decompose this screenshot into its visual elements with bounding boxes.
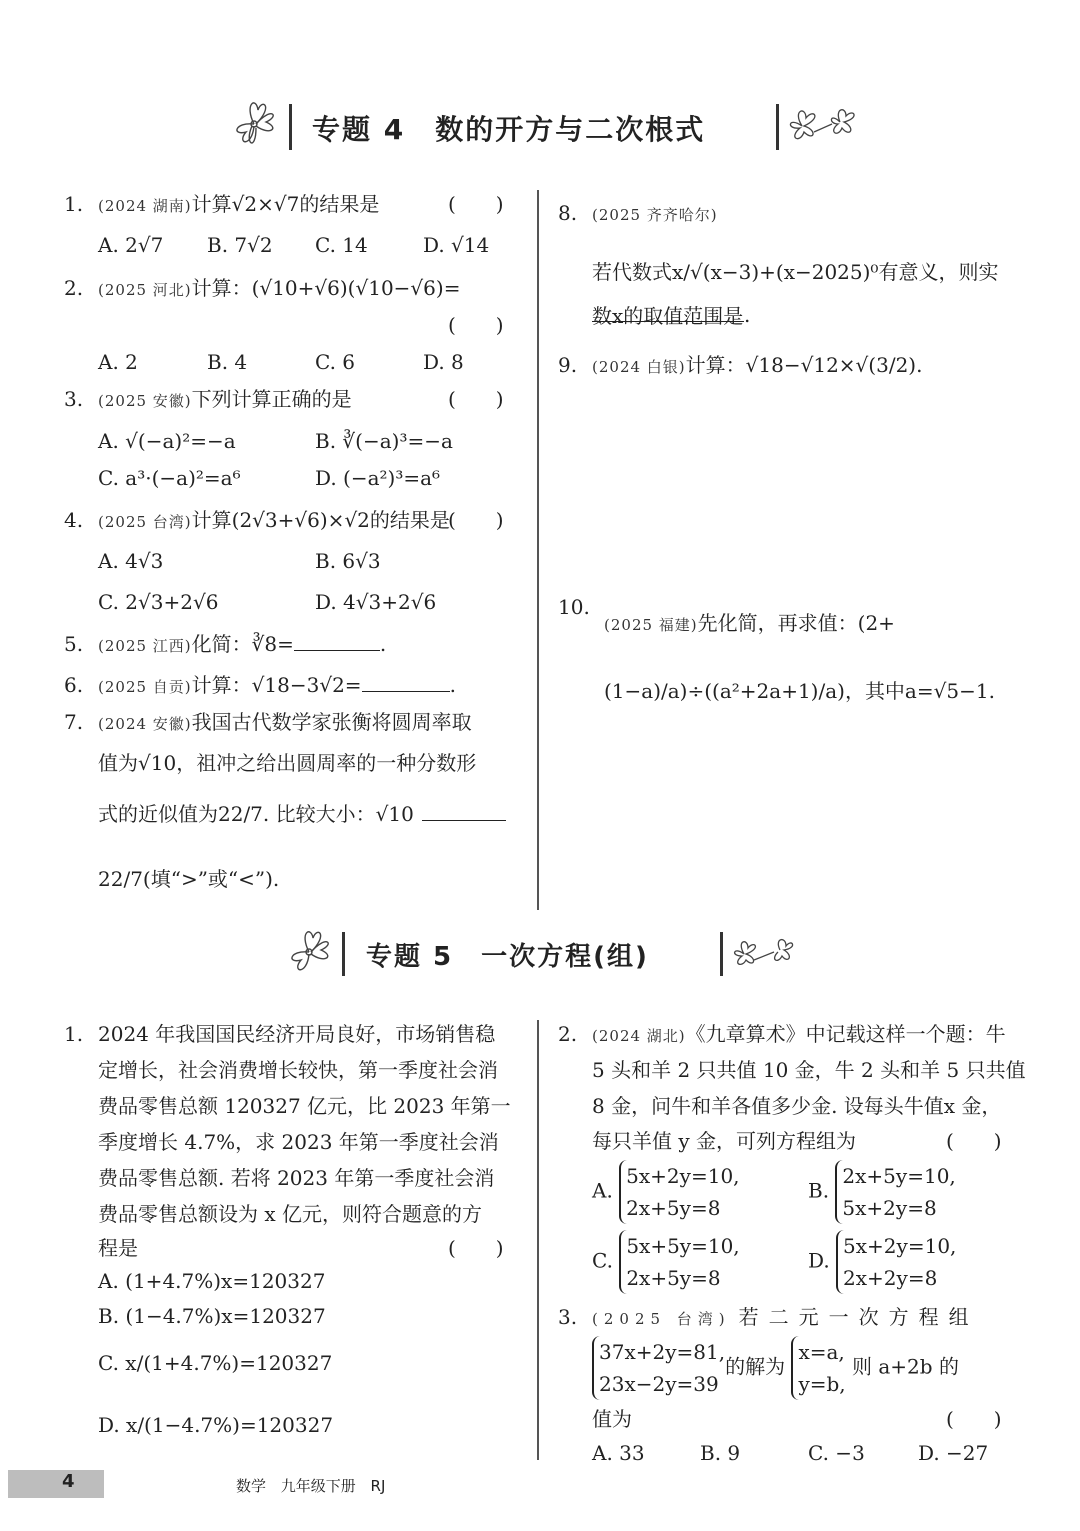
- question-text: 计算：√18−3√2=: [191, 673, 362, 697]
- question-number: 3.: [64, 387, 84, 411]
- option-a: A. 4√3: [98, 549, 164, 573]
- question-source: (2025 自贡): [98, 678, 192, 696]
- option-b: [808, 1160, 956, 1224]
- answer-blank[interactable]: [362, 669, 450, 692]
- question-4-8-blank-line: [592, 298, 750, 332]
- equation: 5x+2y=10,: [843, 1234, 957, 1258]
- question-text: 计算：√18−√12×√(3/2).: [685, 353, 923, 377]
- question-5-1-line: 程是: [98, 1236, 138, 1260]
- flower-right-icon: [784, 102, 864, 146]
- equation: y=b,: [798, 1372, 846, 1396]
- option-d: D. 8: [423, 350, 464, 374]
- flower-left-icon: [226, 94, 282, 156]
- question-text: 计算：(√10+√6)(√10−√6)=: [191, 276, 461, 300]
- answer-paren: ( ): [448, 508, 504, 532]
- option-b: B. 7√2: [207, 233, 273, 257]
- question-number: 7.: [64, 710, 84, 734]
- question-4-10: [604, 590, 1018, 724]
- question-5-3-line3: 值为: [592, 1407, 632, 1431]
- question-text: 式的近似值为22/7. 比较大小：√10: [98, 802, 414, 826]
- equation: 23x−2y=39: [599, 1372, 719, 1396]
- header-bar-left: [342, 932, 345, 976]
- period: .: [379, 632, 387, 656]
- option-c: C. 14: [315, 233, 368, 257]
- question-source: (2025 台湾): [98, 513, 192, 531]
- column-divider: [537, 190, 539, 910]
- equation-system: [791, 1336, 845, 1400]
- question-text: 的解为: [725, 1354, 786, 1379]
- equation-system: [836, 1230, 956, 1294]
- question-source: (2024 湖南): [98, 197, 192, 215]
- question-source: (2025 江西): [98, 637, 192, 655]
- question-4-5: [98, 627, 386, 663]
- equation: 5x+5y=10,: [626, 1234, 740, 1258]
- question-5-1-line: 费品零售总额 120327 亿元，比 2023 年第一: [98, 1094, 511, 1118]
- question-text: 《九章算术》中记载这样一个题：牛: [685, 1022, 1006, 1046]
- page-title: 专题 4 数的开方与二次根式: [312, 113, 706, 146]
- option-c: C. a³·(−a)²=a⁶: [98, 466, 241, 490]
- option-label: B.: [808, 1178, 830, 1203]
- question-4-3: [98, 382, 352, 418]
- question-4-7-line4: 22/7(填“>”或“<”).: [98, 867, 280, 891]
- question-text: 则 a+2b 的: [852, 1354, 959, 1379]
- equation: 5x+2y=10,: [626, 1164, 740, 1188]
- option-c: C. −3: [808, 1441, 865, 1465]
- flower-right-icon: [730, 934, 800, 970]
- question-5-2-line: 5 头和羊 2 只共值 10 金，牛 2 头和羊 5 只共值: [592, 1058, 1026, 1082]
- answer-blank[interactable]: [422, 798, 506, 821]
- question-4-6: [98, 668, 456, 704]
- question-source: (2024 白银): [592, 358, 686, 376]
- flower-left-icon: [282, 924, 336, 982]
- equation: 2x+5y=8: [626, 1196, 721, 1220]
- question-source: (2025 福建): [604, 616, 698, 634]
- question-text: 我国古代数学家张衡将圆周率取: [191, 710, 472, 734]
- question-number: 8.: [558, 201, 578, 225]
- equation: 2x+2y=8: [843, 1266, 938, 1290]
- option-c: C. x/(1+4.7%)=120327: [98, 1351, 333, 1375]
- question-4-7-line2: 值为√10，祖冲之给出圆周率的一种分数形: [98, 751, 477, 775]
- answer-paren: ( ): [448, 313, 504, 337]
- option-d: D. −27: [918, 1441, 989, 1465]
- equation: 2x+5y=10,: [842, 1164, 956, 1188]
- option-label: C.: [592, 1248, 613, 1273]
- header-bar-right: [720, 932, 723, 976]
- question-number: 9.: [558, 353, 578, 377]
- option-c: [592, 1230, 740, 1294]
- option-b: B. 6√3: [315, 549, 381, 573]
- answer-paren: ( ): [448, 192, 504, 216]
- question-number: 2.: [558, 1022, 578, 1046]
- question-5-3-line1: [592, 1300, 979, 1336]
- option-c: C. 2√3+2√6: [98, 590, 219, 614]
- option-a: A. 33: [592, 1441, 645, 1465]
- question-source: (2025 台湾): [592, 1310, 731, 1328]
- question-number: 10.: [558, 595, 590, 619]
- question-text: 先化简，再求值：(2+(1−a)/a)÷((a²+2a+1)/a)，其中a=√5−1.: [604, 611, 995, 703]
- equation-system: [619, 1230, 739, 1294]
- page-number: 4: [62, 1471, 75, 1492]
- page-number-tab: [8, 1470, 104, 1498]
- question-number: 5.: [64, 632, 84, 656]
- question-4-8-source: [592, 196, 718, 232]
- column-divider: [537, 1020, 539, 1460]
- question-source: (2025 河北): [98, 281, 192, 299]
- option-a: A. (1+4.7%)x=120327: [98, 1269, 326, 1293]
- question-source: (2024 安徽): [98, 715, 192, 733]
- question-4-1: [98, 187, 379, 223]
- question-source: (2024 湖北): [592, 1027, 686, 1045]
- header-bar-right: [776, 104, 779, 150]
- question-number: 6.: [64, 673, 84, 697]
- question-5-1-line: 2024 年我国国民经济开局良好，市场销售稳: [98, 1022, 496, 1046]
- answer-blank[interactable]: [592, 299, 744, 322]
- question-text: 化简：∛8=: [191, 632, 294, 656]
- option-c: C. 6: [315, 350, 356, 374]
- option-label: A.: [592, 1178, 613, 1203]
- question-5-2-line: 8 金，问牛和羊各值多少金. 设每头牛值x 金，: [592, 1094, 1002, 1118]
- section-5-header: [0, 920, 1080, 990]
- header-bar-left: [289, 104, 292, 150]
- question-source: (2025 齐齐哈尔): [592, 206, 718, 224]
- footer-book-info: 数学 九年级下册 RJ: [236, 1477, 386, 1495]
- equation-system: [592, 1336, 725, 1400]
- option-d: D. x/(1−4.7%)=120327: [98, 1413, 334, 1437]
- option-d: [808, 1230, 956, 1294]
- question-5-1-line: 定增长，社会消费增长较快，第一季度社会消: [98, 1058, 498, 1082]
- option-b: B. ∛(−a)³=−a: [315, 429, 453, 453]
- question-5-2-line: 每只羊值 y 金，可列方程组为: [592, 1129, 857, 1153]
- question-number: 1.: [64, 1022, 84, 1046]
- option-d: D. √14: [423, 233, 490, 257]
- equation: 2x+5y=8: [626, 1266, 721, 1290]
- option-a: A. √(−a)²=−a: [98, 429, 236, 453]
- option-b: B. (1−4.7%)x=120327: [98, 1304, 326, 1328]
- question-4-7-line3: [98, 797, 506, 831]
- question-4-4: [98, 503, 450, 539]
- question-5-3-line2: [592, 1336, 959, 1400]
- question-text: 计算(2√3+√6)×√2的结果是: [191, 508, 450, 532]
- option-a: [592, 1160, 740, 1224]
- option-b: B. 9: [700, 1441, 741, 1465]
- period: .: [449, 673, 456, 697]
- question-4-9: [592, 348, 922, 384]
- question-5-2-line: [592, 1017, 1006, 1053]
- question-text: 计算√2×√7的结果是: [191, 192, 380, 216]
- answer-paren: ( ): [946, 1407, 1002, 1431]
- question-source: (2025 安徽): [98, 392, 192, 410]
- question-5-1-line: 费品零售总额. 若将 2023 年第一季度社会消: [98, 1166, 495, 1190]
- answer-paren: ( ): [448, 1236, 504, 1260]
- option-label: D.: [808, 1248, 830, 1273]
- answer-paren: ( ): [448, 387, 504, 411]
- option-a: A. 2√7: [98, 233, 164, 257]
- option-a: A. 2: [98, 350, 138, 374]
- question-5-1-line: 费品零售总额设为 x 亿元，则符合题意的方: [98, 1202, 482, 1226]
- question-text: 若代数式x/√(x−3)+(x−2025)⁰有意义，则实数x的取值范围是: [592, 260, 999, 328]
- option-d: D. 4√3+2√6: [315, 590, 437, 614]
- equation: x=a,: [798, 1340, 845, 1364]
- equation: 5x+2y=8: [842, 1196, 937, 1220]
- section-4-header: [0, 92, 1080, 162]
- answer-blank[interactable]: [294, 628, 380, 651]
- answer-paren: ( ): [946, 1129, 1002, 1153]
- question-number: 4.: [64, 508, 84, 532]
- question-5-1-line: 季度增长 4.7%，求 2023 年第一季度社会消: [98, 1130, 499, 1154]
- question-4-7-line1: [98, 705, 472, 741]
- question-number: 2.: [64, 276, 84, 300]
- option-b: B. 4: [207, 350, 248, 374]
- question-text: 若二元一次方程组: [738, 1305, 979, 1329]
- period: .: [744, 303, 751, 327]
- option-d: D. (−a²)³=a⁶: [315, 466, 441, 490]
- question-text: 下列计算正确的是: [191, 387, 352, 411]
- question-4-2: [98, 271, 460, 307]
- equation: 37x+2y=81,: [599, 1340, 726, 1364]
- question-number: 1.: [64, 192, 84, 216]
- question-number: 3.: [558, 1305, 578, 1329]
- equation-system: [835, 1160, 955, 1224]
- equation-system: [619, 1160, 739, 1224]
- page-title: 专题 5 一次方程(组): [366, 942, 649, 972]
